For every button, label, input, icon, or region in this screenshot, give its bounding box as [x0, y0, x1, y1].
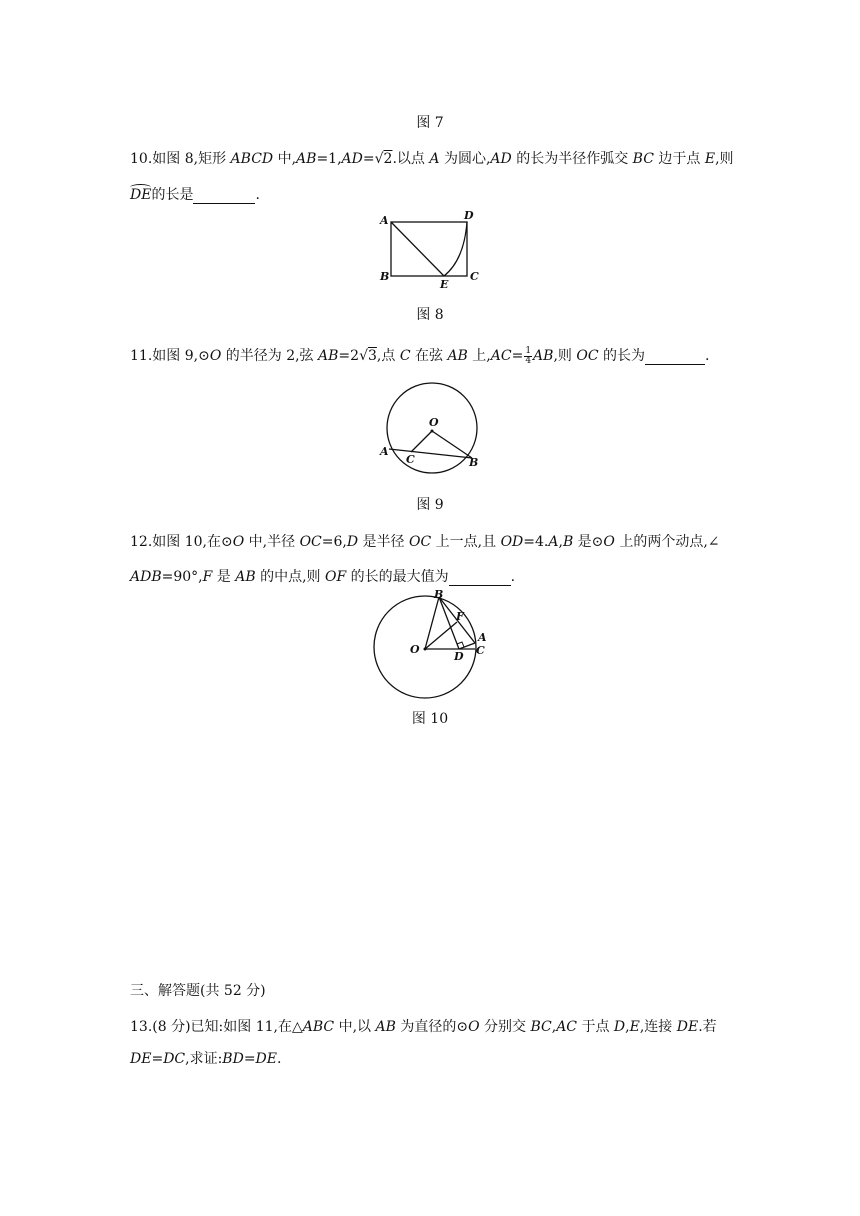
label-o: O	[429, 416, 439, 429]
question-10-line-1: 10.如图 8,矩形 ABCD 中,AB=1,AD=√2.以点 A 为圆心,AD 的长为半径作弧交 BC 边于点 E,则	[130, 151, 734, 167]
center-dot	[424, 648, 427, 651]
segment-ob	[425, 597, 439, 649]
center-dot	[431, 430, 434, 433]
figure-10-caption: 图 10	[411, 711, 449, 727]
sqrt-symbol: √	[359, 348, 368, 364]
fraction-one-quarter: $\frac{1}{4}$	[525, 345, 532, 366]
label-f: F	[456, 610, 464, 623]
figure-8	[376, 208, 486, 296]
segment-oc	[411, 431, 432, 452]
question-10-line-2: DE的长是 .	[130, 187, 260, 203]
label-a: A	[380, 214, 389, 227]
answer-blank-11[interactable]	[645, 348, 705, 365]
label-b: B	[469, 456, 479, 469]
figure-9	[376, 382, 486, 478]
sqrt-symbol: √	[374, 151, 384, 167]
rectangle-abcd	[391, 222, 467, 276]
arc-de: DE	[130, 187, 152, 203]
label-a: A	[380, 445, 389, 458]
label-b: B	[434, 588, 444, 601]
figure-9-caption: 图 9	[416, 497, 444, 513]
figure-8-caption: 图 8	[416, 307, 444, 323]
label-e: E	[440, 278, 449, 291]
segment-da	[459, 643, 475, 649]
label-d: D	[454, 650, 464, 663]
label-d: D	[464, 209, 474, 222]
question-13-line-2: DE=DC,求证:BD=DE.	[130, 1051, 282, 1067]
segment-ae	[391, 222, 444, 276]
label-a: A	[478, 631, 487, 644]
label-c: C	[406, 453, 415, 466]
label-o: O	[410, 643, 420, 656]
question-13-line-1: 13.(8 分)已知:如图 11,在△ABC 中,以 AB 为直径的⊙O 分别交 BC,AC 于点 D,E,连接 DE.若	[130, 1019, 717, 1035]
question-12-line-1: 12.如图 10,在⊙O 中,半径 OC=6,D 是半径 OC 上一点,且 OD=4.A,B 是⊙O 上的两个动点,∠	[130, 534, 720, 550]
figure-10	[366, 586, 496, 704]
answer-blank-10[interactable]	[193, 187, 255, 204]
section-3-heading: 三、解答题(共 52 分)	[130, 983, 266, 999]
answer-blank-12[interactable]	[449, 569, 511, 586]
arc-de-drawn	[444, 222, 467, 276]
label-c: C	[476, 644, 485, 657]
figure-7-caption: 图 7	[416, 115, 444, 131]
question-11-line: 11.如图 9,⊙O 的半径为 2,弦 AB=2√3,点 C 在弦 AB 上,AC= $\frac{1}{4}$ AB,则 OC 的长为 .	[130, 345, 710, 366]
label-c: C	[470, 270, 479, 283]
label-b: B	[380, 270, 390, 283]
question-12-line-2: ADB=90°,F 是 AB 的中点,则 OF 的长的最大值为 .	[130, 569, 516, 585]
segment-of	[425, 622, 457, 649]
